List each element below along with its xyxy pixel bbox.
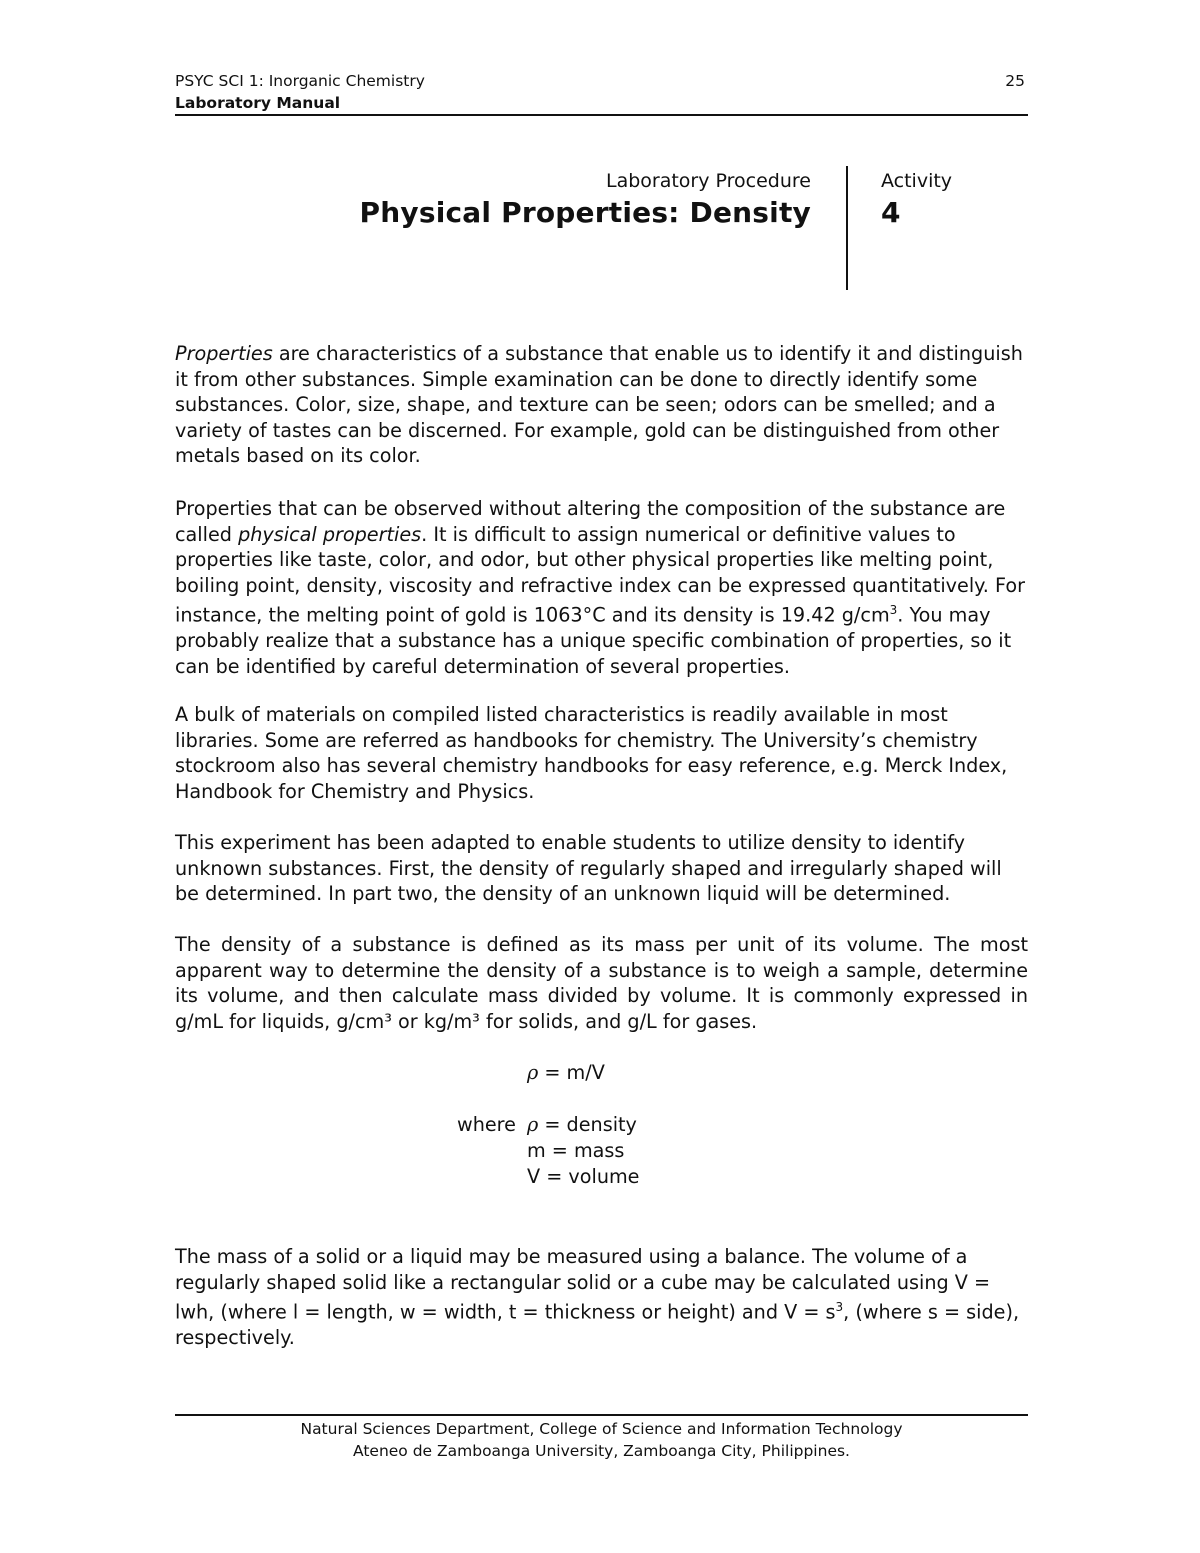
paragraph-text: . You may probably realize that a substance has a unique specific combination of properties, so it can be identified by careful determination of several properties. bbox=[175, 603, 1012, 678]
formula-text: = m/V bbox=[538, 1061, 605, 1084]
paragraph-text: , (where s = side), respectively. bbox=[175, 1300, 1020, 1350]
page-title: Physical Properties: Density bbox=[359, 196, 811, 229]
superscript: 3 bbox=[889, 603, 898, 618]
header-rule bbox=[175, 114, 1028, 116]
paragraph-text: are characteristics of a substance that enable us to identify it and distinguish it from other substances. Simple examination can be done to directly identify some substances. Color, size, shape, and texture can be seen; odors can be smelled; and a variety of tastes can be discerned. For example, gold can be distinguished from other metals based on its color. bbox=[175, 342, 1023, 468]
definition-volume: V = volume bbox=[527, 1165, 640, 1188]
paragraph-mass-volume bbox=[175, 1244, 1028, 1351]
superscript: 3 bbox=[835, 1300, 844, 1315]
equation-formula bbox=[527, 1061, 605, 1084]
paragraph-physical-properties bbox=[175, 496, 1028, 680]
title-divider bbox=[846, 166, 848, 290]
definition-mass: m = mass bbox=[527, 1139, 625, 1162]
paragraph-experiment: This experiment has been adapted to enable students to utilize density to identify unknown substances. First, the density of regularly shaped and irregularly shaped will be determined. In part two, the density of an unknown liquid will be determined. bbox=[175, 831, 1002, 906]
paragraph-text: Properties that can be observed without altering the composition of the substance are called bbox=[175, 497, 1006, 546]
activity-label: Activity bbox=[881, 170, 953, 192]
definition-text: = density bbox=[538, 1113, 637, 1136]
paragraph-handbooks: A bulk of materials on compiled listed characteristics is readily available in most libraries. Some are referred as handbooks for chemistry. The University’s chemistry stockroom also has several chemistry handbooks for easy reference, e.g. Merck Index, Handbook for Chemistry and Physics. bbox=[175, 703, 1008, 803]
rho-symbol: ρ bbox=[527, 1113, 539, 1136]
definition-density bbox=[527, 1113, 637, 1136]
emphasis-physical-properties: physical properties bbox=[238, 522, 422, 546]
rho-symbol: ρ bbox=[527, 1061, 539, 1084]
paragraph-text: The mass of a solid or a liquid may be measured using a balance. The volume of a regularly shaped solid like a rectangular solid or a cube may be calculated using V = lwh, (where l = length, w = width, t = thickness or height) and V = s bbox=[175, 1245, 991, 1324]
procedure-label: Laboratory Procedure bbox=[605, 170, 811, 192]
activity-number: 4 bbox=[881, 196, 901, 229]
where-label: where bbox=[457, 1113, 516, 1136]
paragraph-text: . It is difficult to assign numerical or definitive values to properties like taste, color, and odor, but other physical properties like melting point, boiling point, density, viscosity and refractive index can be expressed quantitatively. For instance, the melting point of gold is 1063°C and its density is 19.42 g/cm bbox=[175, 522, 1025, 627]
emphasis-properties: Properties bbox=[175, 342, 273, 365]
page-number: 25 bbox=[1005, 72, 1025, 90]
footer-department: Natural Sciences Department, College of Science and Information Technology bbox=[300, 1420, 903, 1438]
footer-rule bbox=[175, 1414, 1028, 1416]
footer-university: Ateneo de Zamboanga University, Zamboanga City, Philippines. bbox=[353, 1442, 850, 1460]
paragraph-density-definition: The density of a substance is defined as its mass per unit of its volume. The most apparent way to determine the density of a substance is to weigh a sample, determine its volume, and then calculate mass divided by volume. It is commonly expressed in g/mL for liquids, g/cm³ or kg/m³ for solids, and g/L for gases. bbox=[175, 933, 1028, 1033]
course-title: PSYC SCI 1: Inorganic Chemistry bbox=[175, 72, 425, 90]
manual-title: Laboratory Manual bbox=[175, 94, 341, 112]
paragraph-properties bbox=[175, 341, 1028, 469]
